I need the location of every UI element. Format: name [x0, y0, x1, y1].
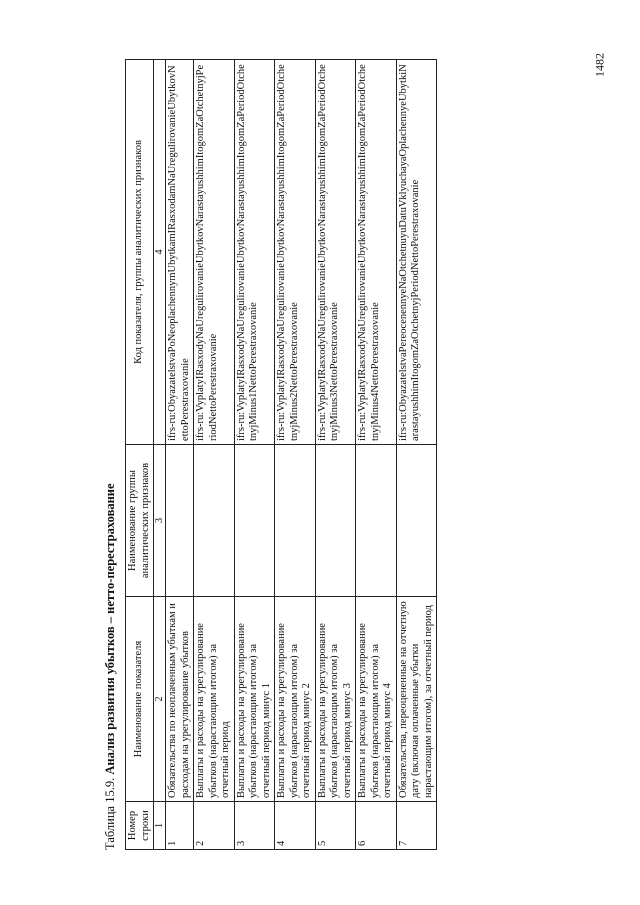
- indicator-table: [125, 59, 437, 850]
- indicator-code: ifrs-ru:VyplatyIRasxodyNaUregulirovanieUbytkovNarastayushhimItogomZaPeriodOtchetnyjMinus4NettoPerestraxovanie: [356, 60, 397, 445]
- page-number: 1482: [592, 53, 607, 77]
- indicator-name: Выплаты и расходы на урегулирование убытков (нарастающим итогом) за отчетный период: [194, 597, 235, 802]
- header-indicator-name: Наименование показателя: [126, 597, 154, 802]
- indicator-code: ifrs-ru:VyplatyIRasxodyNaUregulirovanieUbytkovNarastayushhimItogomZaPeriodOtchetnyjMinus1NettoPerestraxovanie: [234, 60, 275, 445]
- column-number: 1: [154, 802, 166, 850]
- table-row: [396, 60, 437, 850]
- group-name: [275, 445, 316, 597]
- caption-number: Таблица 15.9.: [103, 777, 117, 850]
- table-row: [315, 60, 356, 850]
- header-indicator-code: Код показателя, группы аналитических признаков: [126, 60, 154, 445]
- table-row: [275, 60, 316, 850]
- table-caption: [100, 483, 120, 850]
- indicator-name: Выплаты и расходы на урегулирование убытков (нарастающим итогом) за отчетный период минус 4: [356, 597, 397, 802]
- indicator-name: Обязательства по неоплаченным убыткам и расходам на урегулирование убытков: [166, 597, 194, 802]
- group-name: [166, 445, 194, 597]
- indicator-code: ifrs-ru:VyplatyIRasxodyNaUregulirovanieUbytkovNarastayushhimItogomZaPeriodOtchetnyjMinus3NettoPerestraxovanie: [315, 60, 356, 445]
- rotated-content: [100, 60, 630, 850]
- indicator-code: ifrs-ru:VyplatyIRasxodyNaUregulirovanieUbytkovNarastayushhimItogomZaOtchetnyjPeriodNettoPerestraxovanie: [194, 60, 235, 445]
- table-row: [356, 60, 397, 850]
- table-header-row: [126, 60, 154, 850]
- group-name: [234, 445, 275, 597]
- indicator-name: Выплаты и расходы на урегулирование убытков (нарастающим итогом) за отчетный период минус 3: [315, 597, 356, 802]
- group-name: [194, 445, 235, 597]
- row-number: 5: [315, 802, 356, 850]
- row-number: 7: [396, 802, 437, 850]
- column-number: 2: [154, 597, 166, 802]
- column-number: 4: [154, 60, 166, 445]
- row-number: 2: [194, 802, 235, 850]
- header-group-name: Наименование группы аналитических признаков: [126, 445, 154, 597]
- group-name: [315, 445, 356, 597]
- indicator-name: Выплаты и расходы на урегулирование убытков (нарастающим итогом) за отчетный период минус 1: [234, 597, 275, 802]
- group-name: [356, 445, 397, 597]
- indicator-code: ifrs-ru:VyplatyIRasxodyNaUregulirovanieUbytkovNarastayushhimItogomZaPeriodOtchetnyjMinus2NettoPerestraxovanie: [275, 60, 316, 445]
- table-row: [194, 60, 235, 850]
- row-number: 6: [356, 802, 397, 850]
- table-row: [234, 60, 275, 850]
- caption-title: Анализ развития убытков – нетто-перестрахование: [103, 483, 117, 775]
- indicator-code: ifrs-ru:ObyazatelstvaPoNeoplachennymUbytkamIRasxodamNaUregulirovanieUbytkovNettoPerestraxovanie: [166, 60, 194, 445]
- header-row-number: Номер строки: [126, 802, 154, 850]
- row-number: 3: [234, 802, 275, 850]
- column-number: 3: [154, 445, 166, 597]
- table-row: [166, 60, 194, 850]
- indicator-code: ifrs-ru:ObyazatelstvaPereocenennyeNaOtchetnuyuDatuVklyuchayaOplachennyeUbytkiNarastayushhimItogomZaOtchetnyjPeriodNettoPerestraxovanie: [396, 60, 437, 445]
- indicator-name: Выплаты и расходы на урегулирование убытков (нарастающим итогом) за отчетный период минус 2: [275, 597, 316, 802]
- row-number: 4: [275, 802, 316, 850]
- group-name: [396, 445, 437, 597]
- row-number: 1: [166, 802, 194, 850]
- column-number-row: [154, 60, 166, 850]
- indicator-name: Обязательства, переоцененные на отчетную дату (включая оплаченные убытки нарастающим итогом), за отчетный период: [396, 597, 437, 802]
